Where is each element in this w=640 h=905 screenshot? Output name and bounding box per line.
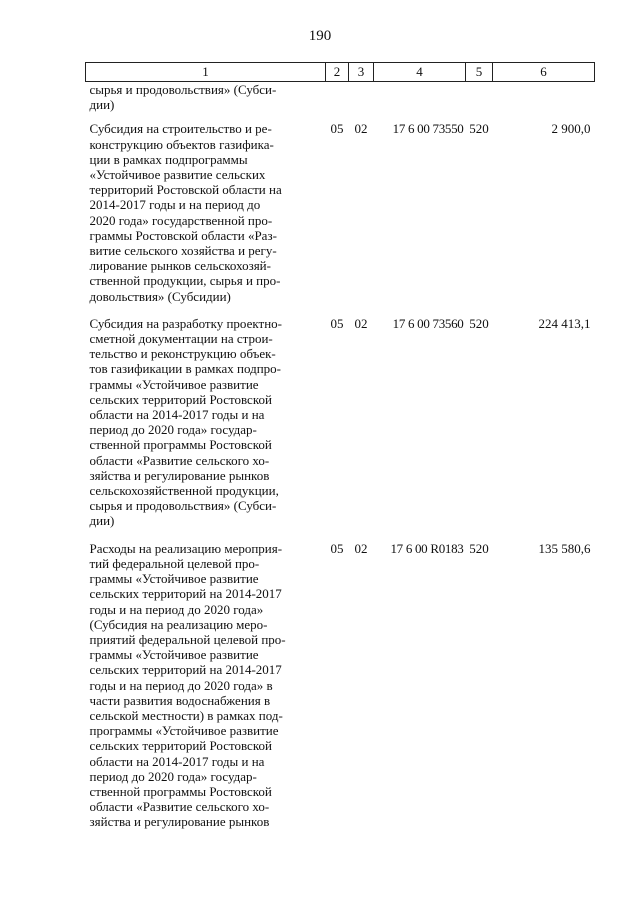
row-amount: 2 900,0: [551, 121, 591, 137]
text-line: дии): [89, 513, 115, 529]
row-target-article: 17 6 00 R0183: [390, 540, 464, 556]
text-line: ции в рамках подпрограммы: [89, 151, 248, 167]
text-line: сельской местности) в рамках под-: [89, 707, 283, 723]
row-section: 05: [330, 121, 344, 137]
text-line: граммы «Устойчивое развитие: [89, 376, 259, 392]
text-line: сырья и продовольствия» (Субси-: [89, 498, 277, 514]
row-target-article: 17 6 00 73550: [392, 121, 464, 137]
text-line: области «Развитие сельского хо-: [89, 452, 270, 468]
header-cell-section: 2: [326, 63, 349, 82]
header-cell-target-article: 4: [374, 63, 466, 82]
text-line: годы и на период до 2020 года» в: [89, 677, 273, 693]
row-description: [86, 316, 326, 541]
text-line: зяйства и регулирование рынков: [89, 467, 270, 483]
text-line: области на 2014-2017 годы и на: [89, 753, 265, 769]
continuation-row: [86, 82, 595, 122]
text-line: граммы «Устойчивое развитие: [89, 647, 259, 663]
text-line: ственной продукции, сырья и про-: [89, 273, 281, 289]
text-line: сметной документации на строи-: [89, 331, 273, 347]
text-line: сырья и продовольствия» (Субси-: [89, 82, 277, 97]
row-section: 05: [330, 540, 344, 556]
text-line: «Устойчивое развитие сельских: [89, 167, 266, 183]
table-row: [86, 316, 595, 541]
row-section: 05: [330, 315, 344, 331]
row-description: [86, 121, 326, 315]
text-line: Субсидия на строительство и ре-: [89, 121, 272, 137]
text-line: Субсидия на разработку проектно-: [89, 315, 282, 331]
text-line: сельских территорий Ростовской: [89, 738, 272, 754]
budget-table: [85, 62, 595, 830]
text-line: 2020 года» государственной про-: [89, 212, 273, 228]
page-number: 190: [308, 28, 332, 44]
row-description: [86, 541, 326, 830]
row-subsection: 02: [354, 121, 368, 137]
text-line: территорий Ростовской области на: [89, 182, 282, 198]
text-line: сельских территорий на 2014-2017: [89, 586, 282, 602]
text-line: сельских территорий на 2014-2017: [89, 662, 282, 678]
text-line: сельских территорий Ростовской: [89, 391, 272, 407]
row-amount: 224 413,1: [538, 315, 591, 331]
table-row: [86, 541, 595, 830]
text-line: граммы «Устойчивое развитие: [89, 571, 259, 587]
text-line: дии): [89, 97, 115, 113]
header-cell-subsection: 3: [349, 63, 374, 82]
row-expense-type: 520: [469, 540, 489, 556]
text-line: тий федеральной целевой про-: [89, 555, 260, 571]
text-line: тов газификации в рамках подпро-: [89, 361, 281, 377]
row-subsection: 02: [354, 540, 368, 556]
text-line: программы «Устойчивое развитие: [89, 723, 279, 739]
table-header: [86, 63, 595, 82]
text-line: области «Развитие сельского хо-: [89, 799, 270, 815]
text-line: зяйства и регулирование рынков: [89, 814, 270, 830]
text-line: период до 2020 года» государ-: [89, 422, 257, 438]
text-line: период до 2020 года» государ-: [89, 768, 257, 784]
row-expense-type: 520: [469, 315, 489, 331]
row-amount: 135 580,6: [538, 540, 591, 556]
text-line: приятий федеральной целевой про-: [89, 631, 286, 647]
text-line: области на 2014-2017 годы и на: [89, 407, 265, 423]
text-line: витие сельского хозяйства и регу-: [89, 243, 277, 259]
text-line: граммы Ростовской области «Раз-: [89, 227, 277, 243]
header-cell-amount: 6: [493, 63, 595, 82]
header-row: [86, 63, 595, 82]
table-row: [86, 121, 595, 315]
continuation-text: [86, 82, 326, 122]
header-cell-expense-type: 5: [466, 63, 493, 82]
row-target-article: 17 6 00 73560: [392, 315, 464, 331]
text-line: довольствия» (Субсидии): [89, 288, 231, 304]
row-subsection: 02: [354, 315, 368, 331]
text-line: тельство и реконструкцию объек-: [89, 346, 276, 362]
text-line: Расходы на реализацию мероприя-: [89, 540, 283, 556]
text-line: ственной программы Ростовской: [89, 783, 272, 799]
text-line: (Субсидия на реализацию меро-: [89, 616, 268, 632]
text-line: конструкцию объектов газифика-: [89, 136, 274, 152]
header-cell-description: 1: [86, 63, 326, 82]
text-line: лирование рынков сельскохозяй-: [89, 258, 271, 274]
text-line: 2014-2017 годы и на период до: [89, 197, 261, 213]
text-line: годы и на период до 2020 года»: [89, 601, 264, 617]
row-expense-type: 520: [469, 121, 489, 137]
text-line: сельскохозяйственной продукции,: [89, 483, 279, 499]
text-line: ственной программы Ростовской: [89, 437, 272, 453]
text-line: части развития водоснабжения в: [89, 692, 271, 708]
